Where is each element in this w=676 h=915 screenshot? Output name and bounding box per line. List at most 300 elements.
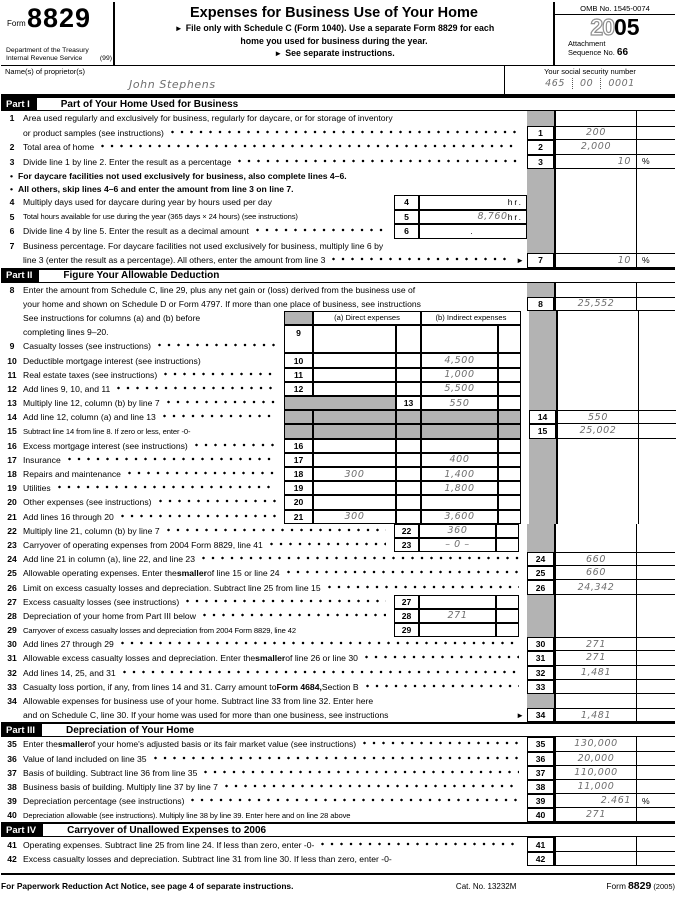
line-2-box-number: 2 [527,140,554,155]
line-25-value: 660 [586,567,606,579]
line-20-indirect-field[interactable] [421,495,498,509]
line-14-label [23,412,284,422]
ssn-separator [600,78,601,89]
form-word: Form [7,19,26,28]
line-5-row [1,210,675,225]
line-2-label-text: Total area of home [23,142,95,153]
line-17-row [1,453,675,467]
line-38-label-text: Business basis of building. Multiply line 37 by line 7 [23,781,218,792]
line-11-number: 11 [7,369,17,380]
line-10-direct-cents[interactable] [396,353,421,367]
line-39-cents-field[interactable] [636,794,675,808]
line-16-direct-field[interactable] [313,439,396,453]
line-5-hours-field[interactable] [419,210,527,225]
right-col [556,481,638,495]
line-21-indirect-cents[interactable] [498,510,521,524]
right-cents [636,169,675,182]
line-12-indirect-field[interactable] [421,382,498,396]
shaded-cell [421,424,498,438]
line-16-indirect-field[interactable] [421,439,498,453]
right-band [529,339,556,353]
line-32-amount-field[interactable] [554,666,636,680]
dot-leader [121,639,519,647]
line-42-amount-field[interactable] [554,852,636,866]
column-b-header: (b) Indirect expenses [421,311,521,325]
line-9-indirect-field[interactable] [421,325,498,339]
line-17-number: 17 [7,454,17,465]
ssn-cell[interactable] [504,66,675,94]
line-10-box-number: 10 [284,353,313,367]
line-17-direct-cents[interactable] [396,453,421,467]
line-8-box-number: 8 [527,297,554,311]
right-band [529,439,556,453]
line-19-indirect-cents[interactable] [498,481,521,495]
shaded-cell [421,410,498,424]
line-8-label-1: Enter the amount from Schedule C, line 29, plus any net gain or (loss) derived from the business use of [23,284,416,295]
line-5-number: 5 [9,211,15,222]
line-21-indirect-field[interactable] [421,510,498,524]
right-band [529,495,556,509]
line-23-field[interactable] [419,538,496,552]
sequence-line [568,46,675,58]
line-9-direct-field[interactable] [313,325,396,339]
shaded-cell [498,410,521,424]
attachment-info [555,40,675,57]
line-31-amount-field[interactable] [554,651,636,665]
line-29-cents[interactable] [496,623,519,637]
ssn-value[interactable] [505,78,675,89]
dot-leader [159,497,277,505]
shaded-cell [396,410,421,424]
line-26-row [1,580,675,594]
line-37-label [23,768,527,778]
line-42-cents-field[interactable] [636,852,675,866]
line-10-indirect-field[interactable] [421,353,498,367]
line-22-cents[interactable] [496,524,519,538]
line-3-label [23,157,527,167]
right-band [529,467,556,481]
bullet-row-2 [1,182,675,195]
right-col [556,311,638,325]
line-26-label-text: Limit on excess casualty losses and depreciation. Subtract line 25 from line 15 [23,582,321,593]
line-24-amount-field[interactable] [554,552,636,566]
line-8-value: 25,552 [577,298,615,310]
line-38-cents-field[interactable] [636,780,675,794]
line-10-indirect-value: 4,500 [444,355,475,367]
line-27-label [23,597,394,607]
proprietor-name-cell[interactable] [1,66,504,94]
right-band [527,224,554,239]
line-4-hours-field[interactable] [419,195,527,210]
omb-number: OMB No. 1545-0074 [555,2,675,15]
line-24-row [1,552,675,566]
line-11-direct-field[interactable] [313,368,396,382]
line-24-box-number: 24 [527,552,554,566]
line-4-unit: hr. [507,197,523,208]
line-34-label-2 [23,710,527,720]
name-row [1,66,675,96]
shaded-cell [284,396,396,410]
line-34-box-number: 34 [527,708,554,722]
line-28-row [1,609,675,623]
right-band [527,111,554,126]
line-3-value: 10 [617,155,631,167]
form-subtitle-1b: home you used for business during the year. [240,35,428,46]
line-39-amount-field[interactable] [554,794,636,808]
dot-leader [191,796,519,804]
line-24-label [23,554,527,564]
right-col [554,538,636,552]
agency-line-2 [6,55,112,62]
form-footer [1,873,675,892]
line-31-cents-field[interactable] [636,651,675,665]
line-32-row [1,666,675,680]
line-10-direct-field[interactable] [313,353,396,367]
spacer [521,396,529,410]
part-iii-header [1,722,675,737]
line-21-direct-cents[interactable] [396,510,421,524]
line-3-amount-field[interactable] [554,155,636,170]
line-35-label-bold: smaller [57,739,88,750]
form-header [1,2,675,66]
line-16-row [1,439,675,453]
dot-leader [123,668,519,676]
line-19-label [23,483,284,493]
line-2-amount-field[interactable] [554,140,636,155]
line-21-direct-field[interactable] [313,510,396,524]
line-2-cents-field[interactable] [636,140,675,155]
line-28-box-number: 28 [394,609,419,623]
line-36-box-number: 36 [527,752,554,766]
line-35-amount-field[interactable] [554,737,636,751]
bullet-text-2: All others, skip lines 4–6 and enter the amount from line 3 on line 7. [18,183,294,194]
line-26-cents-field[interactable] [636,580,675,594]
line-36-row [1,752,675,766]
line-40-amount-field[interactable] [554,808,636,822]
line-30-label-text: Add lines 27 through 29 [23,639,114,650]
line-23-cents[interactable] [496,538,519,552]
line-14-amount-field[interactable] [556,410,638,424]
line-31-row [1,651,675,665]
line-28-cents[interactable] [496,609,519,623]
line-23-number: 23 [7,539,17,550]
agency-code: (99) [99,55,112,62]
line-20-label-text: Other expenses (see instructions) [23,497,152,508]
dot-leader [164,370,276,378]
line-26-amount-field[interactable] [554,580,636,594]
line-22-field[interactable] [419,524,496,538]
line-19-direct-cents[interactable] [396,481,421,495]
line-11-direct-cents[interactable] [396,368,421,382]
line-16-indirect-cents[interactable] [498,439,521,453]
bullet-icon: • [10,170,14,181]
line-40-row [1,808,675,822]
proprietor-name-value[interactable]: John Stephens [129,78,216,91]
dot-leader [204,768,519,776]
line-18-row [1,467,675,481]
line-38-value: 11,000 [577,780,615,792]
line-26-value: 24,342 [577,581,615,593]
line-19-indirect-value: 1,800 [444,482,475,494]
line-4-label: Multiply days used for daycare during year by hours used per day [23,197,272,208]
catalog-number: Cat. No. 13232M [455,881,517,891]
line-18-label [23,469,284,479]
right-cents [636,224,675,239]
line-1-cents-field[interactable] [636,126,675,141]
line-18-indirect-field[interactable] [421,467,498,481]
line-1-amount-field[interactable] [554,126,636,141]
dot-leader [287,568,519,576]
line-31-box-number: 31 [527,651,554,665]
line-31-value: 271 [586,652,606,664]
line-17-indirect-field[interactable] [421,453,498,467]
line-1-row-a [1,111,675,126]
line-13-indirect-cents[interactable] [498,396,521,410]
line-18-direct-cents[interactable] [396,467,421,481]
right-band [527,182,554,195]
line-37-number: 37 [7,767,17,778]
line-20-indirect-cents[interactable] [498,495,521,509]
line-16-box-number: 16 [284,439,313,453]
line-37-cents-field[interactable] [636,766,675,780]
line-26-number: 26 [7,582,17,593]
right-col [554,239,636,254]
right-col [554,609,636,623]
line-6-label-text: Divide line 4 by line 5. Enter the result as a decimal amount [23,226,249,237]
line-36-amount-field[interactable] [554,752,636,766]
line-31-label-post: of line 26 or line 30 [285,653,358,664]
footer-form-id [606,880,675,892]
line-12-direct-cents[interactable] [396,382,421,396]
line-38-box-number: 38 [527,780,554,794]
line-17-label-text: Insurance [23,454,61,465]
shaded-cell [396,424,421,438]
line-19-box-number: 19 [284,481,313,495]
line-20-direct-cents[interactable] [396,495,421,509]
arrow-icon: ► [516,255,524,265]
right-col [556,467,638,481]
line-42-number: 42 [7,853,17,864]
line-23-label [23,540,394,550]
right-cents [638,495,676,509]
line-18-direct-field[interactable] [313,467,396,481]
line-18-label-text: Repairs and maintenance [23,469,121,480]
right-col [554,169,636,182]
line-38-row [1,780,675,794]
line-40-cents-field[interactable] [636,808,675,822]
sequence-label: Sequence No. [568,47,615,57]
shaded-cell [284,410,313,424]
line-24-number: 24 [7,554,17,565]
line-9-indirect-field[interactable] [421,339,498,353]
dot-leader [195,441,276,449]
line-30-amount-field[interactable] [554,637,636,651]
line-12-label [23,384,284,394]
right-col [556,495,638,509]
line-21-label-text: Add lines 16 through 20 [23,511,114,522]
line-33-label-post: Section B [321,681,359,692]
line-2-row [1,140,675,155]
line-16-direct-cents[interactable] [396,439,421,453]
part-i-header [1,96,675,111]
line-31-label-bold: smaller [255,653,286,664]
line-41-row [1,837,675,851]
line-27-field[interactable] [419,595,496,609]
line-33-amount-field[interactable] [554,680,636,694]
part-iii-body [1,737,675,822]
line-13-value: 550 [449,397,470,409]
line-42-row [1,852,675,866]
line-8-cents-field[interactable] [636,297,675,311]
dot-leader [158,341,276,349]
line-5-value: 8,760 [477,211,508,223]
line-30-cents-field[interactable] [636,637,675,651]
line-28-field[interactable] [419,609,496,623]
line-11-indirect-field[interactable] [421,368,498,382]
right-band [527,623,554,637]
right-band [527,239,554,254]
line-32-value: 1,481 [580,666,612,678]
right-band [527,595,554,609]
line-17-indirect-cents[interactable] [498,453,521,467]
line-15-value: 25,002 [579,425,617,437]
line-20-row [1,495,675,509]
line-6-decimal-field[interactable] [419,224,527,239]
right-band [527,195,554,210]
line-5-label: Total hours available for use during the year (365 days × 24 hours) (see instructions) [23,212,298,222]
line-12-box-number: 12 [284,382,313,396]
line-3-number: 3 [9,156,15,167]
line-27-box-number: 27 [394,595,419,609]
line-15-number: 15 [7,426,17,437]
line-25-amount-field[interactable] [554,566,636,580]
line-27-number: 27 [7,596,17,607]
line-23-row [1,538,675,552]
line-10-indirect-cents[interactable] [498,353,521,367]
right-band [527,609,554,623]
line-12-row [1,382,675,396]
line-33-label-bold: Form 4684, [276,681,322,692]
line-15-cents-field[interactable] [638,424,676,438]
footer-form-year: (2005) [653,881,675,891]
line-9-direct-cents[interactable] [396,325,421,339]
line-17-direct-field[interactable] [313,453,396,467]
line-8-label-2: your home and shown on Schedule D or Form 4797. If more than one place of business, see instructions [23,298,421,309]
right-band [529,311,556,325]
spacer [521,424,529,438]
line-7-amount-field[interactable] [554,253,636,268]
right-cents [638,368,676,382]
line-34-label-1: Allowable expenses for business use of your home. Subtract line 33 from line 32. Enter here [23,696,374,707]
right-col [554,224,636,239]
dot-leader [321,840,519,848]
line-19-indirect-field[interactable] [421,481,498,495]
line-24-cents-field[interactable] [636,552,675,566]
line-20-direct-field[interactable] [313,495,396,509]
line-13-indirect-field[interactable] [421,396,498,410]
line-14-number: 14 [7,412,17,423]
line-8-amount-field[interactable] [554,297,636,311]
line-12-indirect-cents[interactable] [498,382,521,396]
dot-leader [167,526,386,534]
spacer [521,453,529,467]
line-11-box-number: 11 [284,368,313,382]
right-col [554,524,636,538]
line-29-row [1,623,675,637]
line-1-value: 200 [586,127,606,139]
line-27-cents[interactable] [496,595,519,609]
line-1-label-1: Area used regularly and exclusively for business, regularly for daycare, or for storage of inventory [23,113,393,124]
line-35-cents-field[interactable] [636,737,675,751]
spacer [521,467,529,481]
line-37-amount-field[interactable] [554,766,636,780]
bullet-icon: • [10,183,14,194]
line-33-label-pre: Casualty loss portion, if any, from lines 14 and 31. Carry amount to [23,681,277,692]
agency-name: Internal Revenue Service [6,55,83,62]
right-band [527,169,554,182]
line-34-label-text: and on Schedule C, line 30. If your home was used for more than one business, see instructions [23,710,389,721]
line-1-number: 1 [9,113,15,124]
line-29-number: 29 [7,625,17,636]
line-9-indirect-cents[interactable] [498,339,521,353]
line-13-label [23,398,284,408]
line-34-amount-field[interactable] [554,708,636,722]
right-col [556,368,638,382]
footer-form-number: 8829 [627,879,652,892]
line-9-indirect-cents[interactable] [498,325,521,339]
line-19-direct-field[interactable] [313,481,396,495]
line-41-amount-field[interactable] [554,837,636,851]
line-36-cents-field[interactable] [636,752,675,766]
percent-sign: % [642,156,650,167]
line-14-cents-field[interactable] [638,410,676,424]
line-6-decimal-point: . [470,226,473,237]
line-15-amount-field[interactable] [556,424,638,438]
line-17-box-number: 17 [284,453,313,467]
line-38-label [23,782,527,792]
line-34-cents-field[interactable] [636,708,675,722]
line-29-field[interactable] [419,623,496,637]
line-7-row-b [1,253,675,268]
line-9-row-b [1,339,675,353]
line-9-direct-cents[interactable] [396,339,421,353]
line-11-indirect-cents[interactable] [498,368,521,382]
dot-leader [128,469,276,477]
line-33-cents-field[interactable] [636,680,675,694]
right-band [529,368,556,382]
line-4-box-number: 4 [394,195,419,210]
right-band [529,396,556,410]
line-18-indirect-cents[interactable] [498,467,521,481]
right-cents [636,195,675,210]
line-38-amount-field[interactable] [554,780,636,794]
line-21-number: 21 [7,511,17,522]
note-line-2: completing lines 9–20. [23,327,109,338]
line-9-direct-field[interactable] [313,339,396,353]
line-37-label-text: Basis of building. Subtract line 36 from line 35 [23,767,198,778]
line-25-cents-field[interactable] [636,566,675,580]
line-6-box-number: 6 [394,224,419,239]
right-band [527,538,554,552]
right-cents [636,694,675,708]
line-7-cents-field[interactable] [636,253,675,268]
line-41-cents-field[interactable] [636,837,675,851]
right-cents [638,453,676,467]
line-32-cents-field[interactable] [636,666,675,680]
line-35-label-pre: Enter the [23,739,58,750]
line-12-direct-field[interactable] [313,382,396,396]
line-3-cents-field[interactable] [636,155,675,170]
